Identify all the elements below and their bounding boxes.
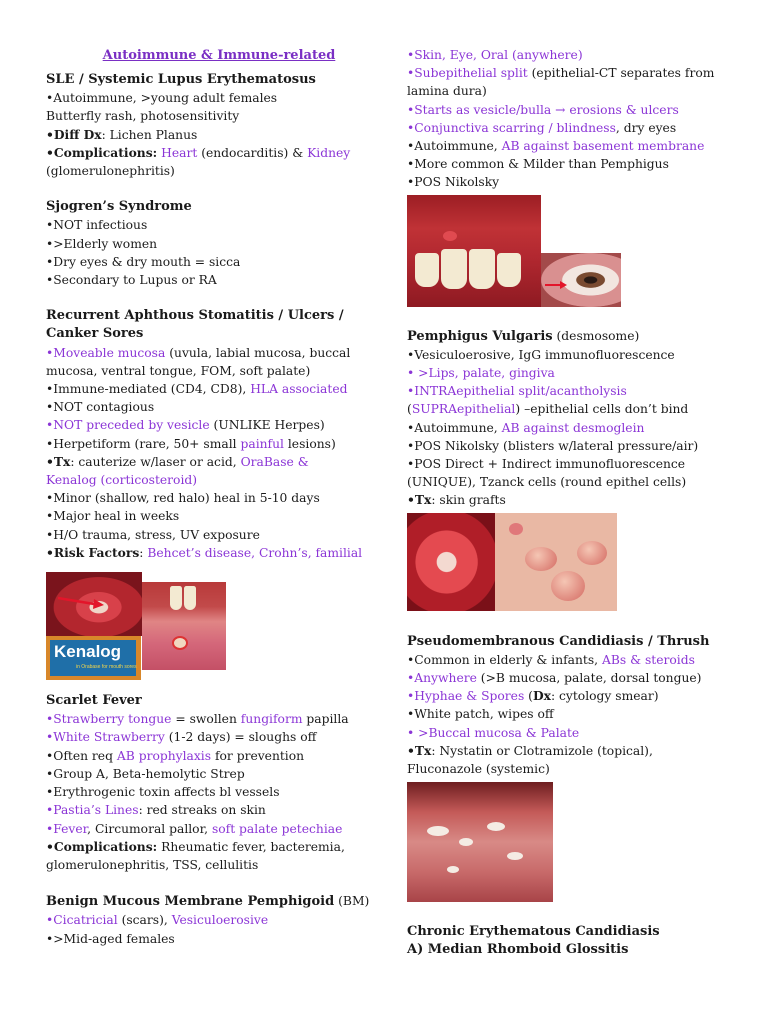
thrush-photo (407, 782, 553, 902)
bmmp-line: •Autoimmune, AB against basement membrane (407, 139, 705, 154)
ras-line: •NOT preceded by vesicle (UNLIKE Herpes) (46, 418, 325, 433)
sle-line: •Autoimmune, >young adult females (46, 91, 278, 106)
arrow-icon (46, 572, 142, 636)
pv-line: (SUPRAepithelial) –epithelial cells don’t bind (407, 402, 689, 417)
pv-line: •Tx: skin grafts (407, 492, 506, 508)
aphthous-ulcer-photo (46, 572, 142, 636)
thrush-line: Fluconazole (systemic) (407, 762, 550, 777)
kenalog-subtitle: in Orabase for mouth sores (76, 664, 137, 671)
sjogren-line: •>Elderly women (46, 236, 158, 251)
ras-line: •Major heal in weeks (46, 509, 180, 524)
sle-heading: SLE / Systemic Lupus Erythematosus (46, 72, 316, 87)
pv-line: •POS Direct + Indirect immunofluorescence (407, 457, 686, 472)
chronic-subheading: A) Median Rhomboid Glossitis (407, 942, 629, 958)
ras-line: •H/O trauma, stress, UV exposure (46, 527, 260, 542)
bmmp-line: •Conjunctiva scarring / blindness, dry eyes (407, 120, 677, 135)
sjogren-heading: Sjogren’s Syndrome (46, 199, 192, 215)
scarlet-line: glomerulonephritis, TSS, cellulitis (46, 857, 259, 872)
thrush-line: •Tx: Nystatin or Clotramizole (topical), (407, 742, 653, 758)
eye-photo (541, 253, 621, 307)
bmmp-line: •>Mid-aged females (46, 931, 175, 946)
sjogren-line: •Secondary to Lupus or RA (46, 273, 217, 288)
pv-line: •Vesiculoerosive, IgG immunofluorescence (407, 347, 675, 362)
bmmp-line: •Starts as vesicle/bulla → erosions & ulcers (407, 102, 679, 117)
ras-line: •Moveable mucosa (uvula, labial mucosa, buccal (46, 345, 351, 360)
thrush-line: • >Buccal mucosa & Palate (407, 725, 580, 740)
bmmp-line: •More common & Milder than Pemphigus (407, 157, 669, 172)
ras-line: •Immune-mediated (CD4, CD8), HLA associated (46, 382, 348, 397)
skin-bullae-photo (495, 513, 617, 611)
gingiva-photo (407, 195, 541, 307)
ras-line: •NOT contagious (46, 400, 155, 415)
pemphigoid-images (407, 195, 725, 311)
ras-line: •Tx: cauterize w/laser or acid, OraBase & (46, 453, 309, 469)
pv-heading: Pemphigus Vulgaris (desmosome) (407, 328, 640, 344)
scarlet-line: •Often req AB prophylaxis for prevention (46, 748, 305, 763)
palate-erosion-photo (407, 513, 495, 611)
thrush-line: •Anywhere (>B mucosa, palate, dorsal tongue) (407, 671, 702, 686)
bmmp-line: •Cicatricial (scars), Vesiculoerosive (46, 913, 269, 928)
aphthous-images (46, 572, 362, 692)
bmmp-heading: Benign Mucous Membrane Pemphigoid (BM) (46, 894, 370, 910)
ras-line: Kenalog (corticosteroid) (46, 473, 198, 488)
chronic-heading: Chronic Erythematous Candidiasis (407, 924, 660, 940)
pv-line: • >Lips, palate, gingiva (407, 366, 555, 381)
page-title: Autoimmune & Immune-related (102, 48, 336, 63)
thrush-images (407, 782, 725, 910)
ras-heading: Canker Sores (46, 326, 144, 342)
bmmp-line: lamina dura) (407, 84, 487, 99)
thrush-line: •White patch, wipes off (407, 707, 554, 722)
bmmp-line: •POS Nikolsky (407, 175, 500, 190)
kenalog-logo: Kenalog (54, 642, 122, 662)
bmmp-line: •Subepithelial split (epithelial-CT separates from (407, 66, 715, 81)
pv-line: •Autoimmune, AB against desmoglein (407, 420, 645, 435)
ras-line: •Minor (shallow, red halo) heal in 5-10 days (46, 491, 320, 506)
thrush-line: •Common in elderly & infants, ABs & steroids (407, 652, 695, 667)
scarlet-line: •Pastia’s Lines: red streaks on skin (46, 803, 266, 818)
scarlet-line: •Strawberry tongue = swollen fungiform papilla (46, 712, 349, 727)
left-column (46, 44, 370, 948)
sle-line: (glomerulonephritis) (46, 164, 175, 179)
sjogren-line: •NOT infectious (46, 218, 148, 233)
bmmp-line: •Skin, Eye, Oral (anywhere) (407, 48, 583, 62)
pemphigus-images (407, 513, 725, 619)
sle-line: •Complications: Heart (endocarditis) & Kidney (46, 144, 351, 160)
sle-line: •Diff Dx: Lichen Planus (46, 126, 198, 142)
pv-line: •INTRAepithelial split/acantholysis (407, 384, 627, 399)
scarlet-line: •Erythrogenic toxin affects bl vessels (46, 785, 280, 800)
thrush-heading: Pseudomembranous Candidiasis / Thrush (407, 633, 710, 649)
pv-line: (UNIQUE), Tzanck cells (round epithel cells) (407, 475, 687, 490)
sjogren-line: •Dry eyes & dry mouth = sicca (46, 254, 241, 269)
ras-heading: Recurrent Aphthous Stomatitis / Ulcers / (46, 308, 344, 324)
kenalog-box (46, 636, 141, 680)
right-column (407, 46, 725, 960)
scarlet-heading: Scarlet Fever (46, 693, 142, 709)
scarlet-line: •Fever, Circumoral pallor, soft palate petechiae (46, 821, 343, 836)
ras-line: •Herpetiform (rare, 50+ small painful lesions) (46, 436, 336, 451)
ulcer-lip-photo (142, 582, 226, 670)
arrow-icon (541, 253, 621, 307)
ras-line: •Risk Factors: Behcet’s disease, Crohn’s, familial (46, 544, 363, 560)
pv-line: •POS Nikolsky (blisters w/lateral pressure/air) (407, 438, 699, 453)
scarlet-line: •Complications: Rheumatic fever, bacteremia, (46, 838, 345, 854)
sle-line: Butterfly rash, photosensitivity (46, 109, 240, 124)
ras-line: mucosa, ventral tongue, FOM, soft palate) (46, 363, 311, 378)
scarlet-line: •White Strawberry (1-2 days) = sloughs off (46, 730, 317, 745)
thrush-line: •Hyphae & Spores (Dx: cytology smear) (407, 688, 659, 704)
scarlet-line: •Group A, Beta-hemolytic Strep (46, 766, 245, 781)
